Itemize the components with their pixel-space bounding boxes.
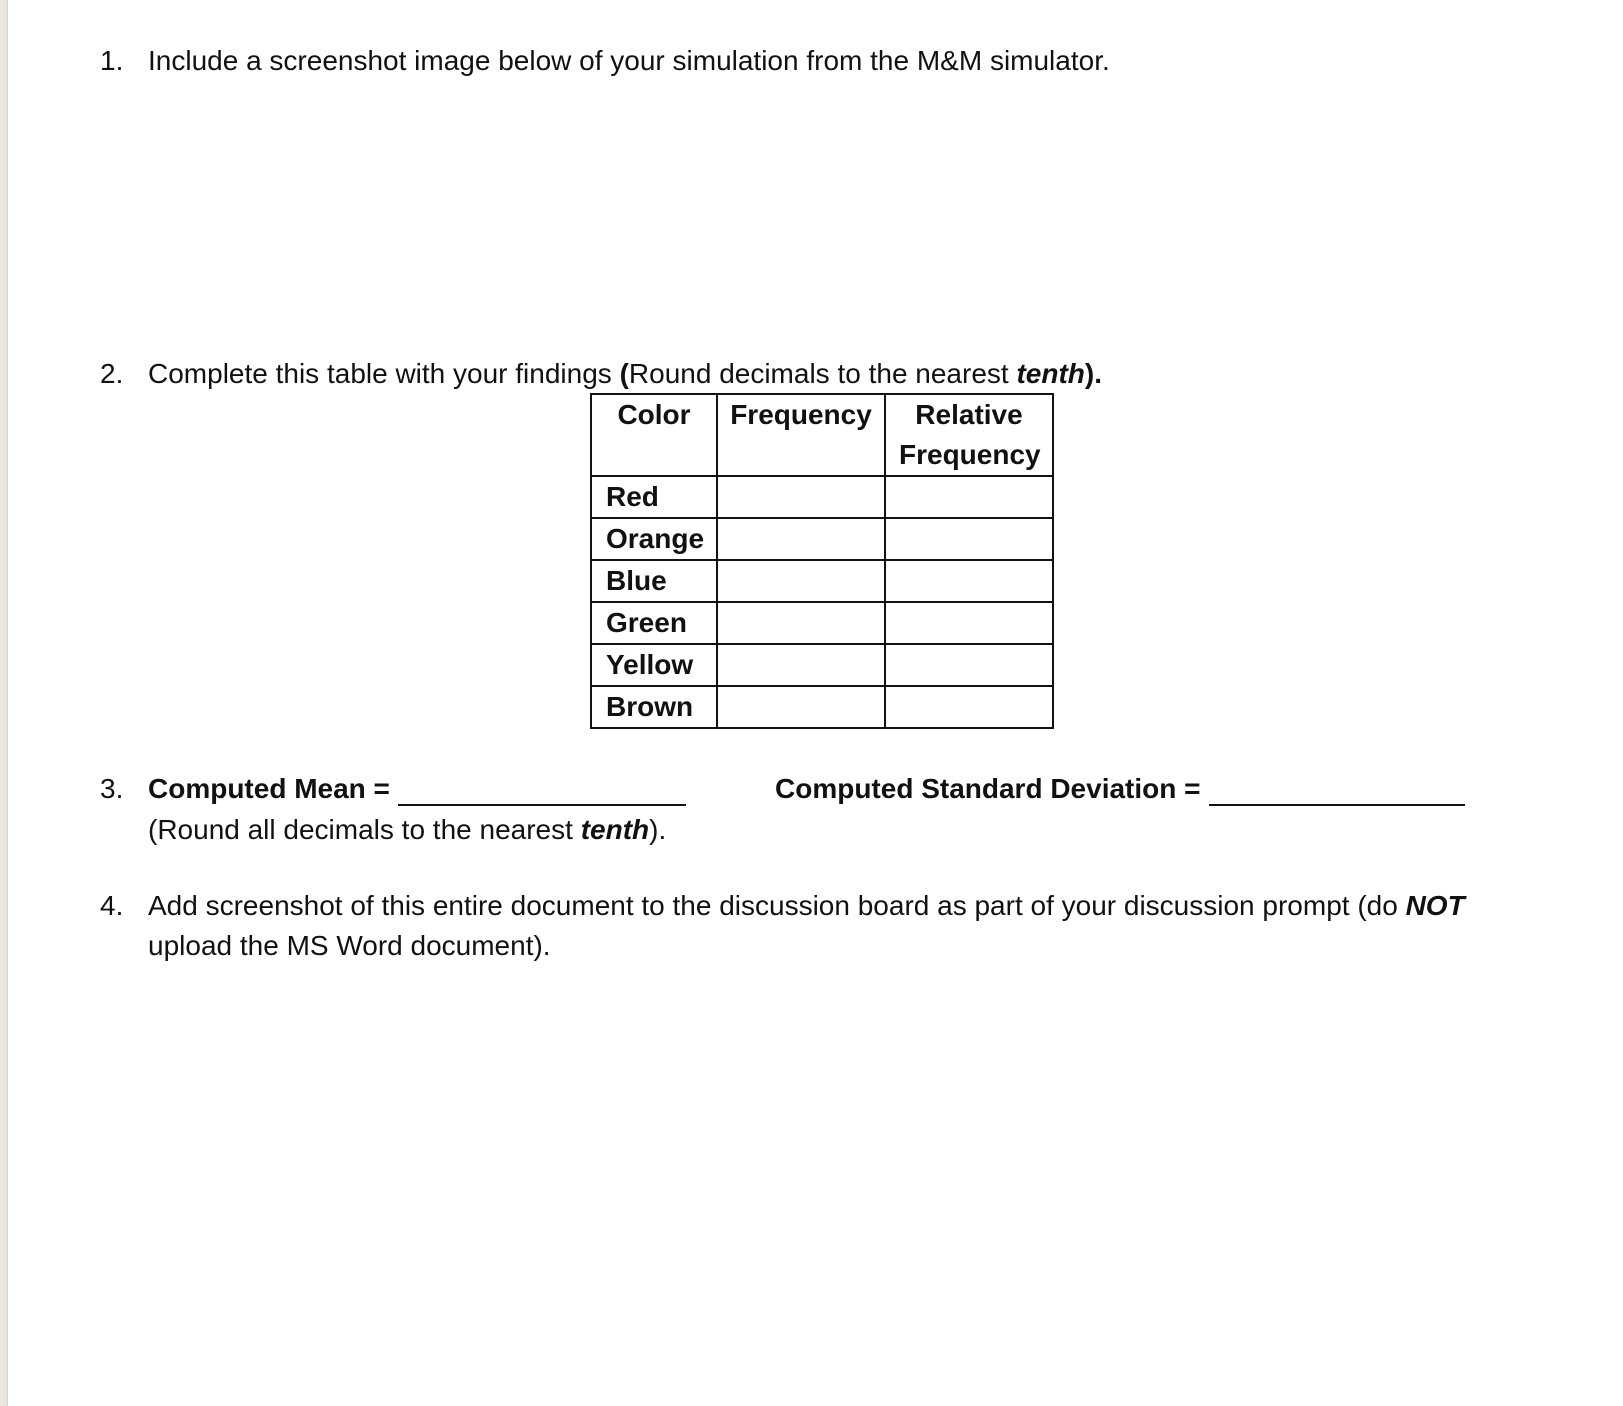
question-2-round: Round decimals to the nearest [628,358,1017,389]
frequency-cell[interactable] [717,686,885,728]
relative-frequency-cell[interactable] [885,476,1053,518]
table-row [591,644,1053,686]
frequency-table [590,393,1054,729]
question-2-number: 2. [100,358,124,389]
question-3-sd [775,769,1465,809]
frequency-cell[interactable] [717,602,885,644]
row-color-cell: Orange [591,518,717,560]
question-1-text: Include a screenshot image below of your simulation from the M&M simulator. [148,45,1110,76]
table-row [591,686,1053,728]
frequency-cell[interactable] [717,476,885,518]
relative-frequency-cell[interactable] [885,602,1053,644]
question-2-plain: Complete this table with your findings [148,358,620,389]
question-2-text [148,354,1102,394]
table-row [591,602,1053,644]
table-row [591,518,1053,560]
question-3-number: 3. [100,773,124,804]
relative-frequency-cell[interactable] [885,560,1053,602]
row-color-cell: Brown [591,686,717,728]
header-relative-frequency [885,394,1053,476]
question-4-line-2 [148,926,551,966]
mean-label: Computed Mean = [148,773,390,804]
table-row [591,560,1053,602]
row-color-cell: Green [591,602,717,644]
question-4-number: 4. [100,890,124,921]
question-3-note [148,810,666,850]
row-color-cell: Yellow [591,644,717,686]
header-color: Color [591,394,717,476]
question-2-emphasis: tenth [1016,358,1085,389]
question-4-text-line-2: upload the MS Word document). [148,930,551,961]
header-frequency: Frequency [717,394,885,476]
sd-label: Computed Standard Deviation = [775,773,1201,804]
frequency-cell[interactable] [717,518,885,560]
question-3-note-close: ). [649,814,667,845]
question-2-paren-close: ). [1084,358,1103,389]
row-color-cell: Blue [591,560,717,602]
question-3-mean [148,769,686,809]
table-row [591,476,1053,518]
sd-answer-blank[interactable] [1209,804,1465,806]
question-4-text: Add screenshot of this entire document to the discussion board as part of your discussion prompt (do [148,890,1406,921]
table-header-row [591,394,1053,476]
question-1-number: 1. [100,45,124,76]
frequency-cell[interactable] [717,644,885,686]
relative-frequency-cell[interactable] [885,518,1053,560]
question-3-note-open: (Round all decimals to the nearest [148,814,581,845]
question-2-paren-open: ( [619,358,629,389]
relative-frequency-cell[interactable] [885,686,1053,728]
question-3-note-emphasis: tenth [580,814,650,845]
relative-frequency-cell[interactable] [885,644,1053,686]
header-relative-frequency-text: Relative Frequency [899,399,1041,470]
row-color-cell: Red [591,476,717,518]
frequency-cell[interactable] [717,560,885,602]
mean-answer-blank[interactable] [398,804,686,806]
question-4-emphasis: NOT [1405,890,1465,921]
question-4-line-1 [148,886,1465,926]
